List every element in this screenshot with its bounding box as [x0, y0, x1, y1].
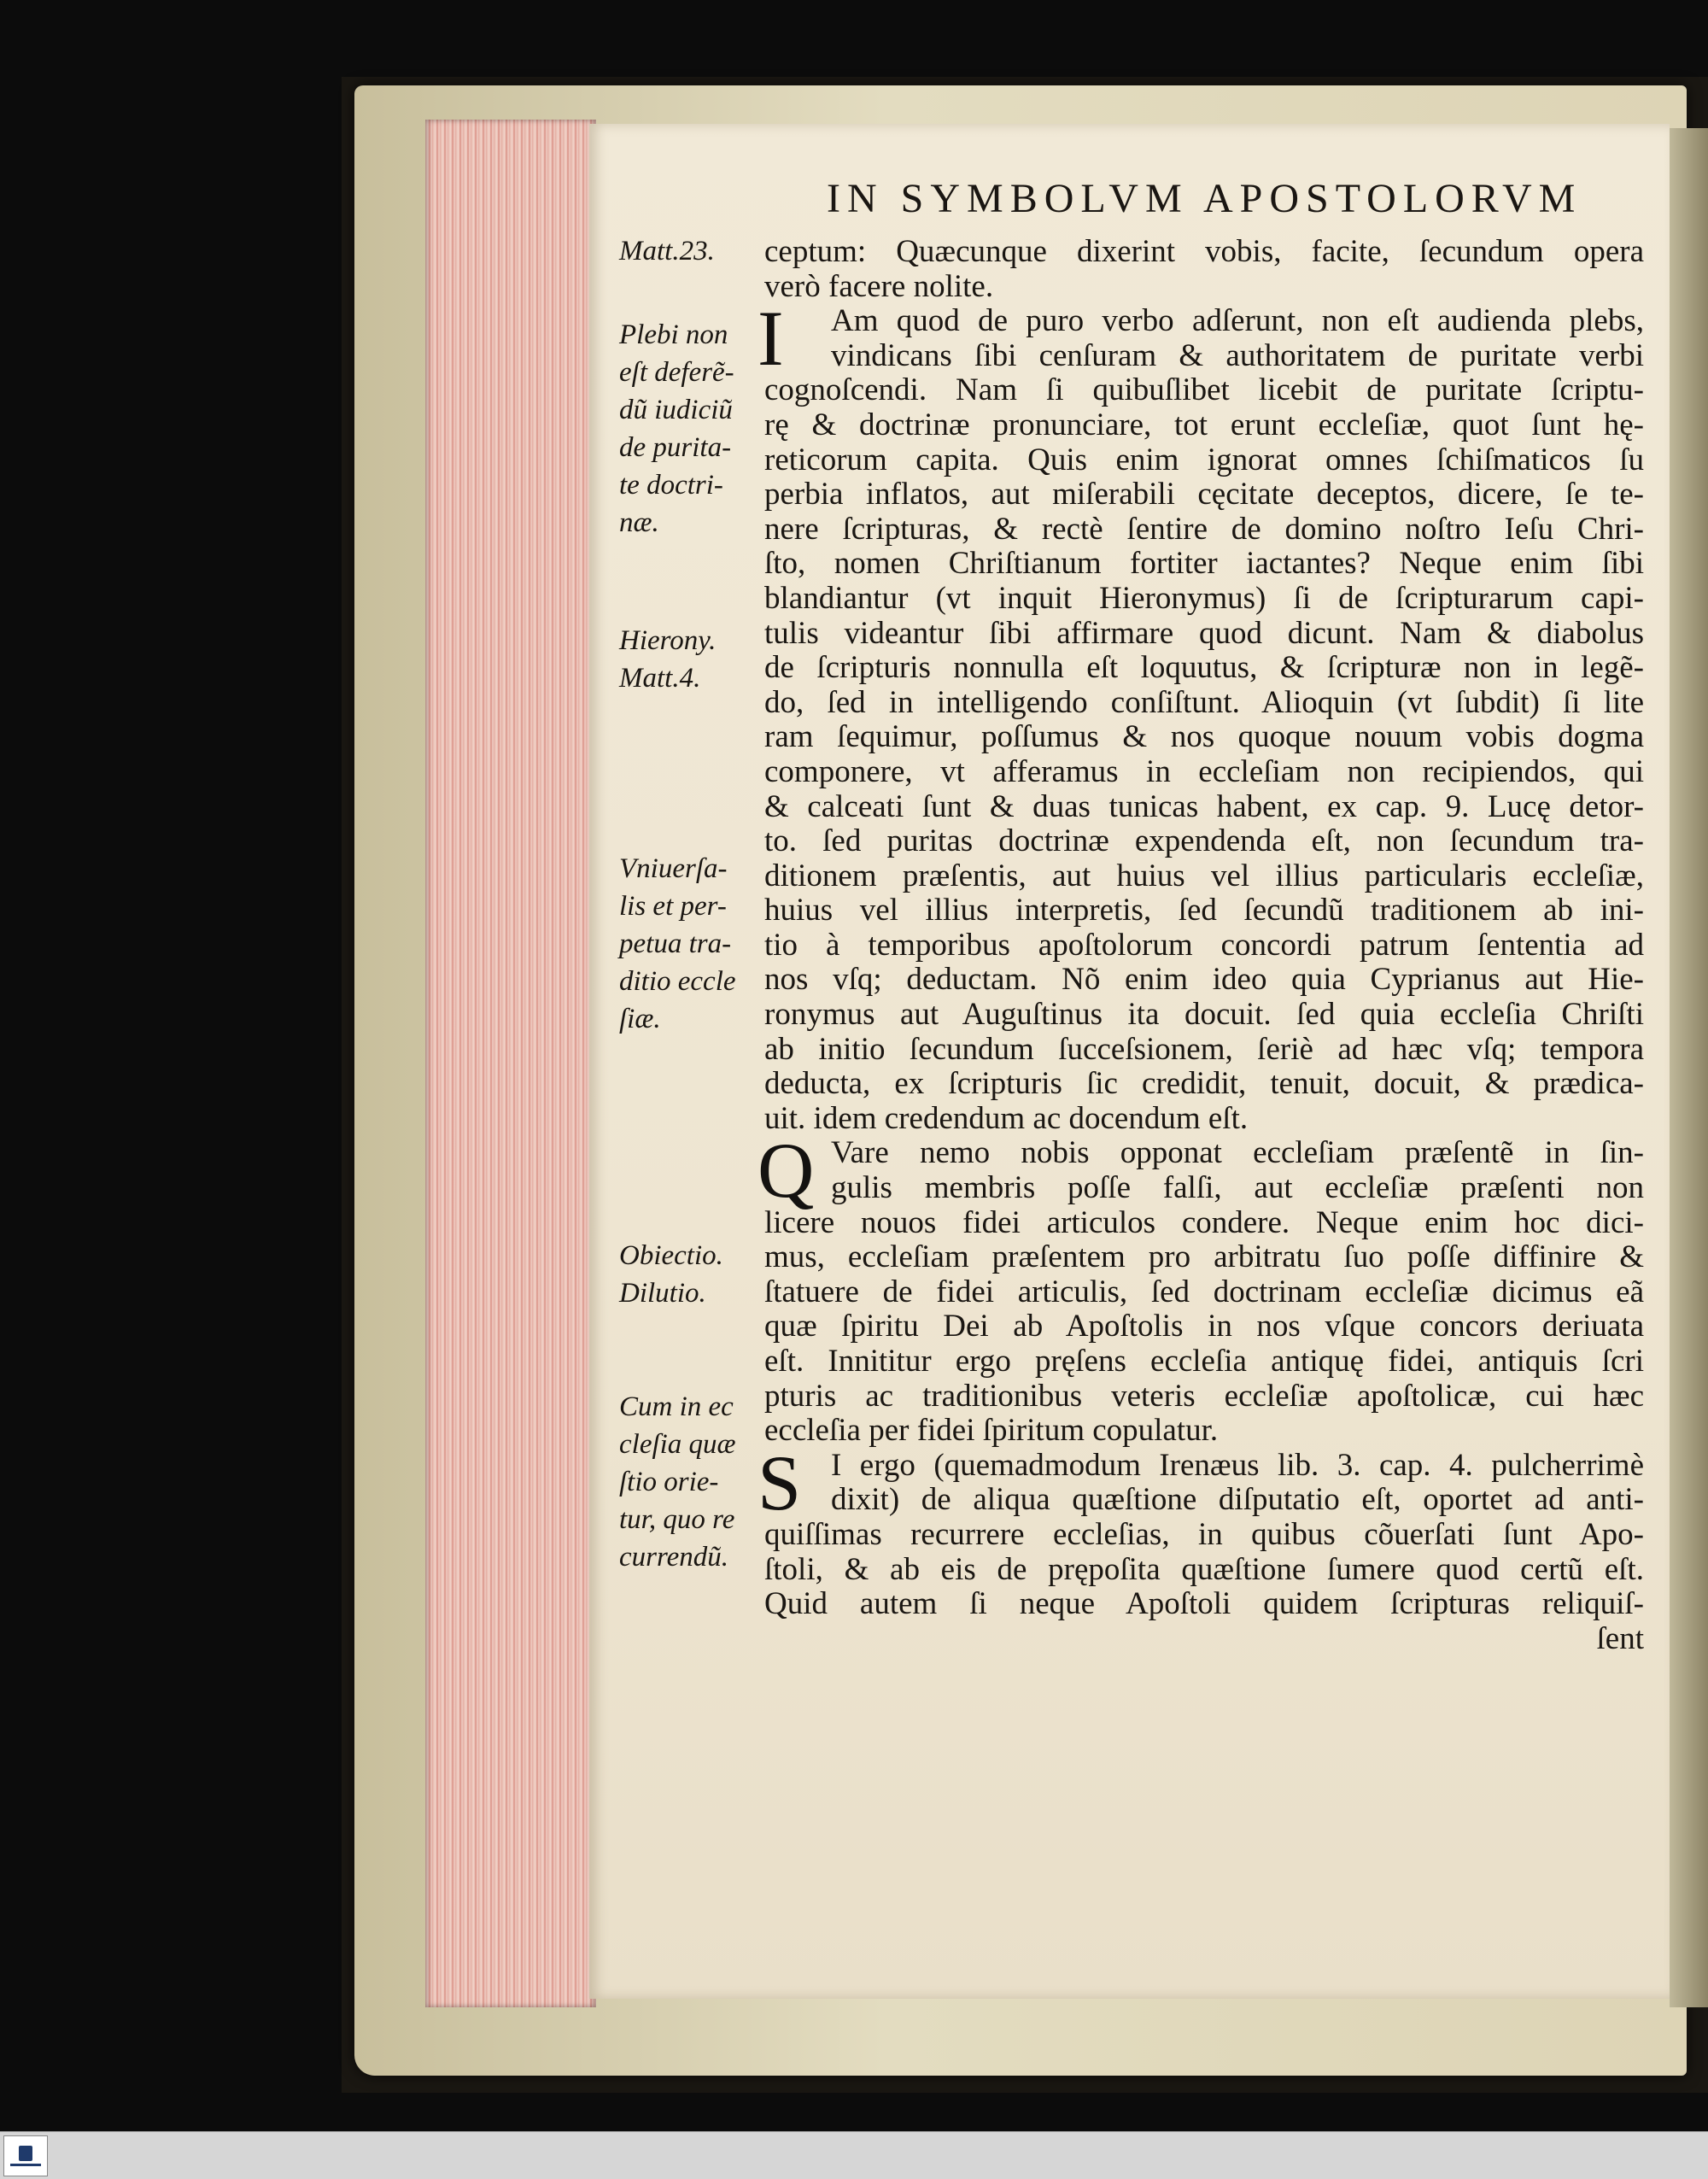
marginal-note-vniuersalis	[619, 850, 764, 1038]
marginal-line: Hierony.	[619, 625, 717, 656]
text-line: ſto, nomen Chriſtianum fortiter iactantes? Neque enim ſibi	[764, 547, 1644, 582]
text-line: blandiantur (vt inquit Hieronymus) ſi de ſcripturarum capi-	[764, 581, 1644, 616]
text-line: ab initio ſecundum ſucceſsionem, ſeriè ad hæc vſq; tempora	[764, 1032, 1644, 1067]
library-logo	[3, 2135, 48, 2176]
text-line: ceptum: Quæcunque dixerint vobis, facite, ſecundum opera	[764, 235, 1644, 269]
marginal-line: petua tra-	[619, 928, 732, 959]
text-line: Quid autem ſi neque Apoſtoli quidem ſcripturas reliquiſ-	[764, 1587, 1644, 1622]
marginal-note-matt23	[619, 232, 764, 270]
marginal-line: Obiectio.	[619, 1240, 723, 1271]
text-line: quæ ſpiritu Dei ab Apoſtolis in nos vſque concors deriuata	[764, 1309, 1644, 1344]
marginal-line: cleſia quæ	[619, 1429, 736, 1460]
text-line: do, ſed in intelligendo conſiſtunt. Alioquin (vt ſubdit) ſi lite	[764, 685, 1644, 720]
text-line: to. ſed puritas doctrinæ expendenda eſt, non ſecundum tra-	[764, 824, 1644, 859]
marginal-line: Cum in ec	[619, 1391, 734, 1422]
text-line: pturis ac traditionibus veteris eccleſiæ apoſtolicæ, cui hæc	[764, 1379, 1644, 1414]
marginal-note-obiectio	[619, 1237, 764, 1312]
text-line: mus, eccleſiam præſentem pro arbitratu ſuo poſſe diffinire &	[764, 1240, 1644, 1275]
text-line: nere ſcripturas, & rectè ſentire de domino noſtro Ieſu Chri-	[764, 512, 1644, 547]
text-line: ram ſequimur, poſſumus & nos quoque nouum vobis dogma	[764, 720, 1644, 755]
text-line: I ergo (quemadmodum Irenæus lib. 3. cap. 4. pulcherrimè	[831, 1448, 1644, 1483]
binding-edge	[1670, 128, 1708, 2007]
text-line: nos vſq; deductam. Nõ enim ideo quia Cyprianus aut Hie-	[764, 963, 1644, 998]
marginal-note-hierony	[619, 622, 764, 697]
text-line: quiſſimas recurrere eccleſias, in quibus cõuerſati ſunt Apo-	[764, 1517, 1644, 1552]
marginal-line: Vniuerſa-	[619, 853, 728, 884]
text-line: ſtatuere de fidei articulis, ſed doctrinam eccleſiæ dicimus eã	[764, 1274, 1644, 1309]
text-line: vindicans ſibi cenſuram & authoritatem de puritate verbi	[831, 338, 1644, 373]
marginal-note-plebi	[619, 316, 764, 542]
text-line: ditionem præſentis, aut huius vel illius particularis eccleſiæ,	[764, 858, 1644, 893]
marginal-line: Matt.4.	[619, 663, 701, 694]
marginal-line: ſiæ.	[619, 1004, 661, 1034]
text-line: dixit) de aliqua quæſtione diſputatio eſt, oportet ad anti-	[831, 1483, 1644, 1518]
marginal-note-cum-in-ecclesia	[619, 1388, 764, 1576]
text-line: eſt. Innititur ergo pręſens eccleſia antiquę fidei, antiquis ſcri	[764, 1344, 1644, 1379]
viewer-footer	[0, 2131, 1708, 2179]
marginal-line: Matt.23.	[619, 236, 715, 267]
text-line: ronymus aut Auguſtinus ita docuit. ſed quia eccleſia Chriſti	[764, 998, 1644, 1033]
text-line: componere, vt afferamus in eccleſiam non recipiendos, qui	[764, 754, 1644, 789]
page-edges	[425, 120, 596, 2007]
text-line: rę & doctrinæ pronunciare, tot erunt eccleſiæ, quot ſunt hę-	[764, 407, 1644, 442]
text-line: perbia inflatos, aut miſerabili cęcitate deceptos, dicere, ſe te-	[764, 477, 1644, 513]
marginal-line: Dilutio.	[619, 1278, 706, 1309]
marginal-line: dũ iudiciũ	[619, 395, 733, 425]
marginal-line: ditio eccle	[619, 966, 736, 997]
text-line: gulis membris poſſe falſi, aut eccleſiæ præſenti non	[831, 1171, 1644, 1206]
catchword: ſent	[1596, 1621, 1644, 1656]
marginal-line: currendũ.	[619, 1542, 729, 1573]
marginal-line: næ.	[619, 507, 659, 538]
text-line: cognoſcendi. Nam ſi quibuſlibet licebit de puritate ſcriptu-	[764, 373, 1644, 408]
text-line: reticorum capita. Quis enim ignorat omnes ſchiſmaticos ſu	[764, 442, 1644, 477]
text-line: huius vel illius interpretis, ſed ſecundũ traditionem ab ini-	[764, 893, 1644, 928]
text-line: uit. idem credendum ac docendum eſt.	[764, 1101, 1249, 1136]
marginal-line: tur, quo re	[619, 1504, 735, 1535]
drop-cap: Q	[757, 1127, 815, 1215]
marginal-line: eſt deferẽ-	[619, 357, 734, 388]
library-emblem-icon	[19, 2146, 32, 2161]
text-line: ſtoli, & ab eis de prępoſita quæſtione ſumere quod certũ eſt.	[764, 1552, 1644, 1587]
marginal-line: ſtio orie-	[619, 1467, 719, 1497]
paragraph-iam	[757, 295, 1644, 1136]
text-line: verò facere nolite.	[764, 269, 994, 304]
text-line: licere nouos fidei articulos condere. Neque enim hoc dici-	[764, 1205, 1644, 1240]
paragraph-quare	[757, 1127, 1644, 1449]
marginal-line: Plebi non	[619, 319, 728, 350]
text-line: Am quod de puro verbo adſerunt, non eſt audienda plebs,	[831, 304, 1644, 339]
text-line: de ſcripturis nonnulla eſt loquutus, & ſcripturæ non in legẽ-	[764, 651, 1644, 686]
drop-cap: I	[757, 295, 784, 383]
drop-cap: S	[757, 1438, 802, 1526]
text-line: tio à temporibus apoſtolorum concordi patrum ſententia ad	[764, 928, 1644, 963]
paragraph-continuation	[764, 235, 1644, 304]
text-line: deducta, ex ſcripturis ſic credidit, tenuit, docuit, & prædica-	[764, 1067, 1644, 1102]
marginal-line: de purita-	[619, 432, 732, 463]
marginal-line: te doctri-	[619, 470, 723, 501]
text-line: tulis videantur ſibi affirmare quod dicunt. Nam & diabolus	[764, 616, 1644, 651]
text-line: & calceati ſunt & duas tunicas habent, ex cap. 9. Lucę detor-	[764, 789, 1644, 824]
running-head: IN SYMBOLVM APOSTOLORVM	[827, 176, 1582, 221]
marginal-line: lis et per-	[619, 891, 727, 922]
text-block	[757, 235, 1644, 1656]
text-line: eccleſia per fidei ſpiritum copulatur.	[764, 1414, 1219, 1449]
text-line: Vare nemo nobis opponat eccleſiam præſentẽ in ſin-	[831, 1136, 1644, 1171]
paragraph-si-ergo	[757, 1438, 1644, 1622]
logo-rule	[10, 2164, 41, 2166]
